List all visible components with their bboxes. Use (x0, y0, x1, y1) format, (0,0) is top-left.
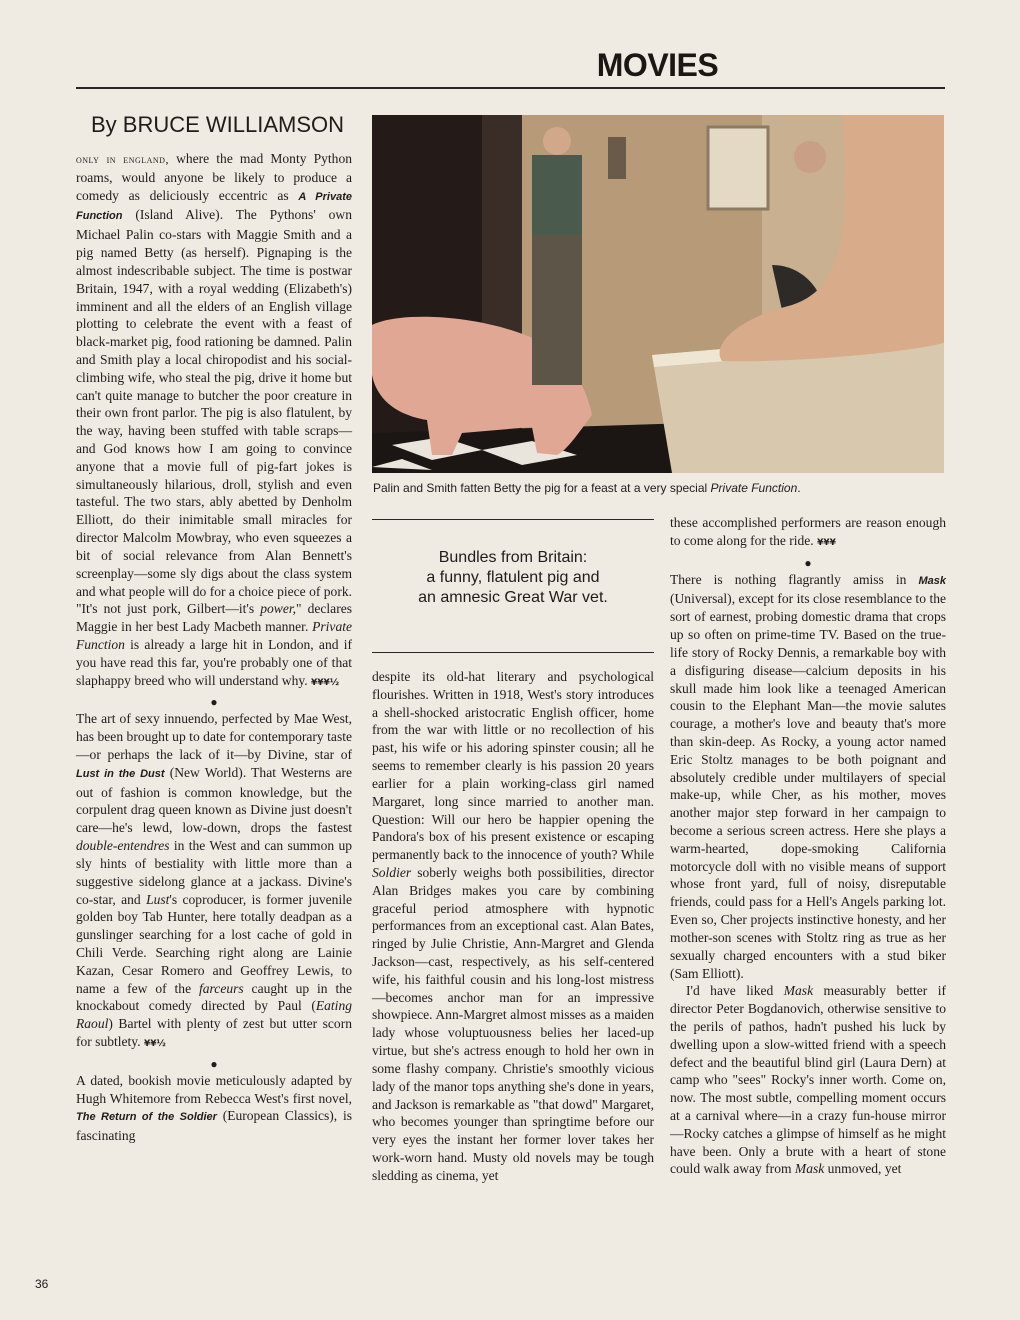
separator-bullet: ● (210, 1056, 218, 1071)
film-still-image (372, 115, 944, 473)
page-number: 36 (35, 1277, 49, 1291)
column-2 (372, 668, 654, 1185)
pull-quote-line: Bundles from Britain: (438, 549, 588, 566)
film-title: Mask (918, 574, 946, 587)
review-mask: There is nothing flagrantly amiss in Mask (Universal), except for its close resemblance to the sort of earnest, probing domestic drama that crops up so often on prime-time TV. Based on the true-life story of Rocky Dennis, a remarkable boy with a disfiguring disease—calcium deposits in his skull made him look like a teenaged American cousin to the Elephant Man—the movie salutes courage, a mother's love and beauty that's more than skin-deep. As Rocky, a young actor named Eric Stoltz manages to be both poignant and absolutely credible under multilayers of special make-up, while Cher, as his mother, moves another major step forward in her campaign to become a serious screen actress. Here she plays a warm-hearted, dope-smoking California motorcycle doll with no visible means of support whose front yard, full of noisy, disreputable friends, could pass for a Hell's Angels parking lot. Even so, Cher projects instinctive honesty, and her mother-son scenes with Stoltz ring as true as her sexually charged encounters with a stud biker (Sam Elliott). (670, 571, 946, 981)
rating-mark: ¥¥¥ (817, 537, 836, 548)
film-title: The Return of the Soldier (76, 1111, 217, 1124)
review-soldier-end: these accomplished performers are reason enough to come along for the ride. ¥¥¥ (670, 515, 946, 548)
review-soldier-continued: despite its old-hat literary and psychological flourishes. Written in 1918, West's story introduces a shell-shocked aristocratic English officer, home from the war with little or no recollection of his past, his wife or his adoring spinster cousin; all he seems to remember clearly is his passion 20 years earlier for a plain working-class girl named Margaret, long since married to another man. Question: Will our hero be happier opening the Pandora's box of his present existence or escaping permanently back to the innocence of youth? While Soldier soberly weighs both possibilities, director Alan Bridges makes you care by combining graceful period atmosphere with hypnotic performances from an exceptional cast. Alan Bates, ringed by Julie Christie, Ann-Margret and Glenda Jackson—cast, respectively, as his self-centered wife, his faithful cousin and his long-lost mistress—becomes anchor man for an impressive showpiece. Ann-Margret almost misses as a maiden lady whose voluptuousness belies her laced-up virtue, but she's actress enough to hold her own in some flashy company. Christie's smoothly vicious lady of the manor tops anything she's done in years, and Jackson is remarkable as "that dowd" Margaret, who becomes younger than springtime before our very eyes the instant her former lover takes her work-worn hand. Musty old novels may be tough sledding as cinema, yet (372, 669, 654, 1183)
pull-quote-rule-top (372, 519, 654, 520)
review-mask-continued: I'd have liked Mask measurably better if director Peter Bogdanovich, otherwise sensitive to the perils of pathos, hadn't pushed his luck by dwelling upon a slow-witted friend with a speech defect and the beautiful blind girl (Laura Dern) at camp who "sees" Rocky's inner worth. Come on, now. The most subtle, compelling moment occurs at a carnival where—in a crazy fun-house mirror—Rocky catches a glimpse of himself as he might have been. Only a brute with a heart of stone could walk away from Mask unmoved, yet (670, 983, 947, 1177)
review-return-of-the-soldier: A dated, bookish movie meticulously adapted by Hugh Whitemore from Rebecca West's first novel, The Return of the Soldier (European Classics), is fascinating (76, 1072, 352, 1144)
film-still-photo (372, 115, 944, 473)
column-1 (76, 150, 352, 1145)
section-title: MOVIES (596, 47, 719, 83)
separator-bullet: ● (804, 555, 812, 570)
column-3 (670, 514, 946, 1178)
separator-bullet: ● (210, 695, 218, 710)
pull-quote-line: a funny, flatulent pig and (426, 569, 600, 586)
pull-quote-line: an amnesic Great War vet. (418, 589, 608, 606)
rating-mark: ¥¥¥½ (311, 677, 340, 688)
review-private-function: only in england, where the mad Monty Python roams, would anyone be likely to produce a comedy as deliciously eccentric as A Private Function (Island Alive). The Pythons' own Michael Palin co-stars with Maggie Smith and a pig named Betty (as herself). Pignaping is the almost indescribable subject. The time is postwar Britain, 1947, with a royal wedding (Elizabeth's) imminent and all the elders of an English village plotting to celebrate the event with a feast of black-market pig, food rationing be damned. Palin and Smith play a local chiropodist and his social-climbing wife, who steal the pig, drive it home but can't quite manage to butcher the poor creature in their own front parlor. The pig is also flatulent, by the way, having been stuffed with table scraps—and God knows how I am going to convince anyone that a movie full of pig-fart jokes is simultaneously hilarious, droll, stylish and even tasteful. The two stars, ably abetted by Denholm Elliott, do their inimitable small miracles for director Malcolm Mowbray, who even squeezes a bit of social relevance from Alan Bennett's screenplay—some sly digs about the class system and what people will do for a choice piece of pork. "It's not just pork, Gilbert—it's power," declares Maggie in her best Lady Macbeth manner. Private Function is already a large hit in London, and if you have read this far, you're probably one of that slaphappy breed who will understand why. ¥¥¥½ (76, 151, 352, 688)
pull-quote-rule-bottom (372, 652, 654, 653)
pull-quote (372, 548, 654, 608)
byline: By BRUCE WILLIAMSON (91, 112, 345, 137)
review-lust-in-the-dust: The art of sexy innuendo, perfected by Mae West, has been brought up to date for contemporary taste—or perhaps the lack of it—by Divine, star of Lust in the Dust (New World). That Westerns are out of fashion is common knowledge, but the corpulent drag queen known as Divine just doesn't care—he's lewd, low-down, drops the fastest double-entendres in the West and can summon up sly hints of bestiality with little more than a suggestive sidelong glance at a jackass. Divine's co-star, and Lust's coproducer, is former juvenile golden boy Tab Hunter, here totally deadpan as a gunslinger searching for a lost cache of gold in Chili Verde. Searching right along are Lainie Kazan, Cesar Romero and Geoffrey Lewis, to name a few of the farceurs caught up in the knockabout comedy directed by Paul (Eating Raoul) Bartel with plenty of zest but utter scorn for subtlety. ¥¥½ (76, 711, 352, 1049)
lead-in: only in england, (76, 152, 169, 166)
film-title: Lust in the Dust (76, 767, 165, 780)
film-title: A Private Function (76, 190, 352, 223)
photo-caption: Palin and Smith fatten Betty the pig for a feast at a very special Private Function. (373, 481, 801, 495)
header-rule (76, 87, 945, 89)
rating-mark: ¥¥½ (143, 1039, 166, 1049)
